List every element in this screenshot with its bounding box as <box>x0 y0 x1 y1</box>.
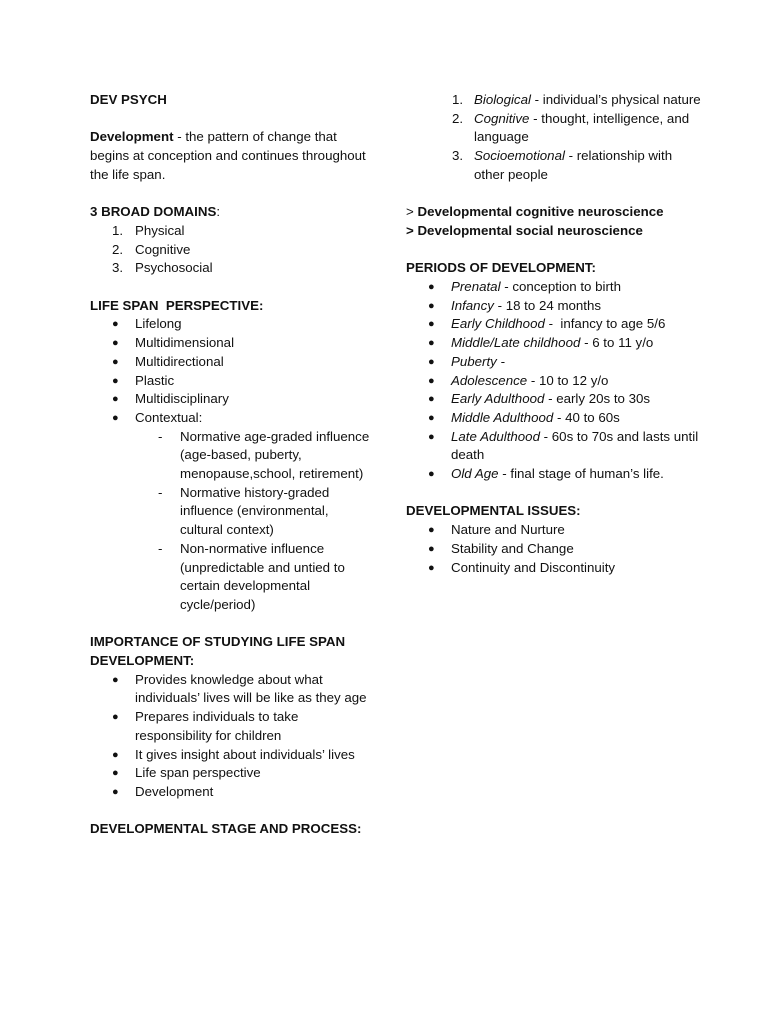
list-item: ● Contextual: <box>112 409 203 425</box>
list-item: ● Plastic <box>112 372 175 388</box>
list-item: ● Middle/Late childhood - 6 to 11 y/o <box>428 335 654 351</box>
periods-list <box>406 278 706 484</box>
list-item: ● Adolescence - 10 to 12 y/o <box>428 372 609 388</box>
list-item: ● Middle Adulthood - 40 to 60s <box>428 409 620 425</box>
lifespan-list <box>90 315 370 427</box>
list-item: 1. Biological - individual’s physical nature <box>452 92 701 107</box>
list-item: 2. Cognitive - thought, intelligence, and language <box>452 110 690 145</box>
development-def: - the pattern of change that begins at conception and continues throughout the life span. <box>90 129 366 182</box>
list-item: 3. Psychosocial <box>112 260 213 276</box>
domains-heading: 3 BROAD DOMAINS: <box>90 204 221 220</box>
development-term: Development <box>90 129 174 145</box>
list-item: ● Provides knowledge about what individuals’ lives will be like as they age <box>112 671 367 706</box>
issues-heading: DEVELOPMENTAL ISSUES: <box>406 503 581 519</box>
contextual-list <box>90 428 370 615</box>
list-item: ● Multidimensional <box>112 335 235 351</box>
list-item: ● Puberty - <box>428 353 505 369</box>
list-item: ● Infancy - 18 to 24 months <box>428 297 602 313</box>
periods-heading: PERIODS OF DEVELOPMENT: <box>406 260 596 276</box>
list-item: ● Old Age - final stage of human’s life. <box>428 466 664 482</box>
list-item: ● Life span perspective <box>112 765 261 781</box>
list-item: ● Development <box>112 783 214 799</box>
domains-list <box>90 222 370 278</box>
list-item: 1. Physical <box>112 222 185 238</box>
lifespan-heading: LIFE SPAN PERSPECTIVE: <box>90 297 264 313</box>
list-item: ● It gives insight about individuals’ lives <box>112 746 355 762</box>
list-item: ● Nature and Nurture <box>428 522 565 538</box>
neuroscience-line-2: > Developmental social neuroscience <box>406 222 643 238</box>
list-item: ● Multidirectional <box>112 353 224 369</box>
list-item: - Normative age-graded influence (age-based, puberty, menopause,school, retirement) <box>158 428 370 482</box>
issues-list <box>406 521 706 577</box>
list-item: ● Multidisciplinary <box>112 391 229 407</box>
neuroscience-line-1: > Developmental cognitive neuroscience <box>406 204 664 220</box>
list-item: ● Stability and Change <box>428 540 574 556</box>
list-item: ● Continuity and Discontinuity <box>428 559 616 575</box>
list-item: ● Late Adulthood - 60s to 70s and lasts until death <box>428 428 702 463</box>
importance-list <box>90 671 370 802</box>
list-item: ● Early Childhood - infancy to age 5/6 <box>428 316 666 332</box>
importance-heading: IMPORTANCE OF STUDYING LIFE SPAN DEVELOPMENT: <box>90 634 346 669</box>
right-column <box>406 91 706 577</box>
list-item: - Non-normative influence (unpredictable and untied to certain developmental cycle/period) <box>158 540 345 612</box>
left-column <box>90 91 370 839</box>
list-item: ● Lifelong <box>112 316 182 332</box>
list-item: ● Early Adulthood - early 20s to 30s <box>428 391 651 407</box>
development-definition <box>90 128 370 184</box>
list-item: ● Prenatal - conception to birth <box>428 279 622 294</box>
stage-heading: DEVELOPMENTAL STAGE AND PROCESS: <box>90 821 362 837</box>
list-item: 2. Cognitive <box>112 241 191 257</box>
list-item: ● Prepares individuals to take responsibility for children <box>112 709 299 743</box>
sub-domains-list <box>384 91 706 185</box>
list-item: 3. Socioemotional - relationship with other people <box>452 148 673 182</box>
document-title: DEV PSYCH <box>90 92 167 107</box>
list-item: - Normative history-graded influence (environmental, cultural context) <box>158 484 330 538</box>
